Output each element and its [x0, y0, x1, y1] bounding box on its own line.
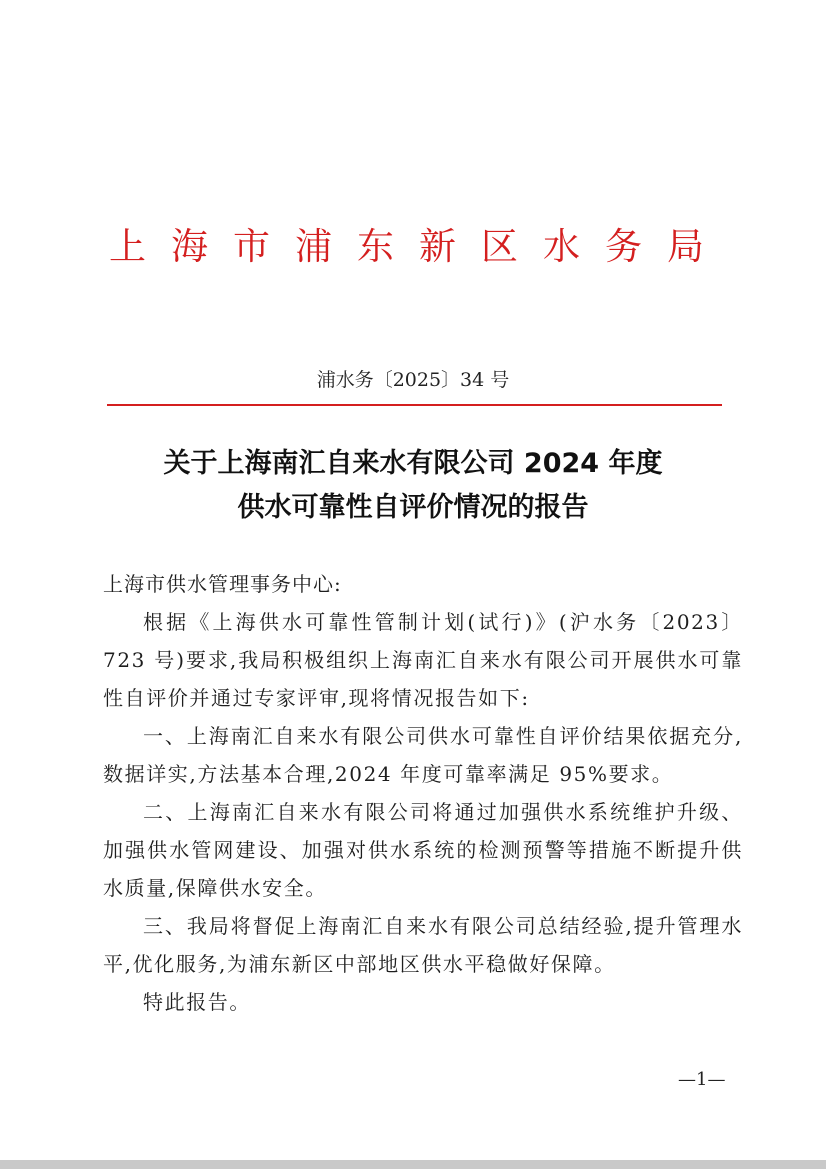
title-line-1: 关于上海南汇自来水有限公司 2024 年度	[163, 448, 663, 479]
paragraph-4: 三、我局将督促上海南汇自来水有限公司总结经验,提升管理水平,优化服务,为浦东新区中部地区供水平稳做好保障。	[103, 914, 743, 976]
title-line-2: 供水可靠性自评价情况的报告	[237, 492, 589, 523]
issuer-name: 上海市浦东新区水务局	[109, 225, 729, 268]
paragraph-2: 一、上海南汇自来水有限公司供水可靠性自评价结果依据充分,数据详实,方法基本合理,2024 年度可靠率满足 95%要求。	[103, 724, 743, 786]
scan-bottom-edge	[0, 1160, 826, 1169]
paragraph-3: 二、上海南汇自来水有限公司将通过加强供水系统维护升级、加强供水管网建设、加强对供水系统的检测预警等措施不断提升供水质量,保障供水安全。	[103, 800, 743, 900]
document-number: 浦水务〔2025〕34 号	[316, 369, 510, 391]
salutation: 上海市供水管理事务中心:	[103, 572, 342, 596]
red-divider-line	[107, 404, 722, 406]
document-title	[0, 442, 826, 530]
document-body	[103, 565, 743, 1021]
closing-remark: 特此报告。	[143, 990, 251, 1014]
paragraph-1: 根据《上海供水可靠性管制计划(试行)》(沪水务〔2023〕723 号)要求,我局积极组织上海南汇自来水有限公司开展供水可靠性自评价并通过专家评审,现将情况报告如下:	[103, 610, 743, 710]
page-number: —1—	[678, 1069, 726, 1090]
